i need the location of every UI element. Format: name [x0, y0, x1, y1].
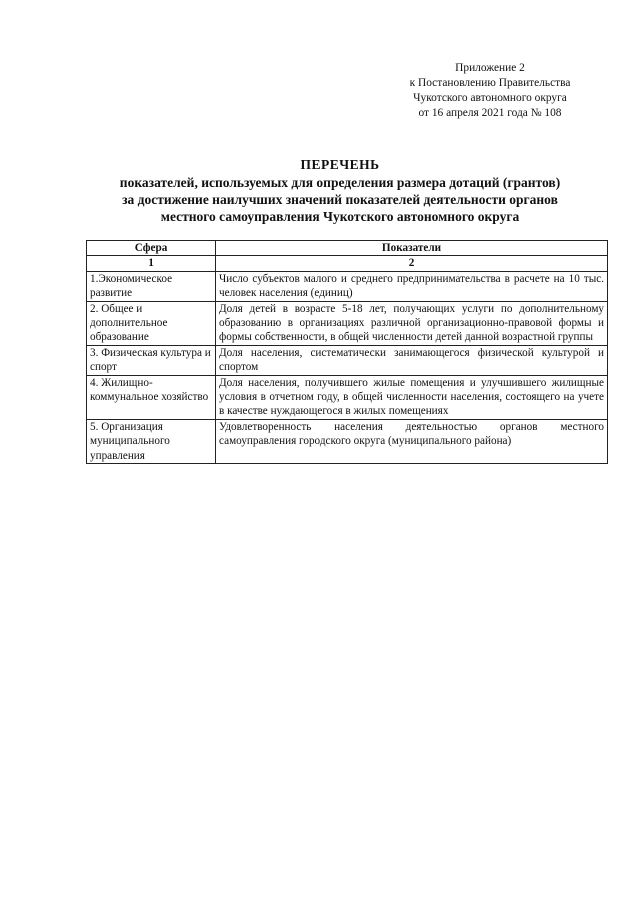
appendix-line-4: от 16 апреля 2021 года № 108 [418, 107, 562, 119]
table-row [87, 301, 608, 345]
title-sub-line-3: местного самоуправления Чукотского автономного округа [160, 209, 520, 224]
appendix-line-2: к Постановлению Правительства [409, 77, 571, 89]
appendix-line-3: Чукотского автономного округа [413, 92, 567, 104]
indicator-cell: Доля населения, систематически занимающегося физической культурой и спортом [216, 345, 608, 375]
title-sub-line-2: за достижение наилучших значений показателей деятельности органов [122, 192, 558, 207]
table-row [87, 375, 608, 419]
table-column-number-row [87, 256, 608, 271]
table-header-row [87, 241, 608, 256]
header-sphere: Сфера [87, 241, 216, 256]
indicator-cell: Доля детей в возрасте 5-18 лет, получающих услуги по дополнительному образованию в организациях различной организационно-правовой формы и формы собственности, в общей численности детей данной возрастной группы [216, 301, 608, 345]
table-row [87, 345, 608, 375]
column-number-1: 1 [87, 256, 216, 271]
indicator-cell: Доля населения, получившего жилые помещения и улучшившего жилищные условия в отчетном году, в общей численности населения, состоящего на учете в качестве нуждающегося в жилых помещениях [216, 375, 608, 419]
title-main: ПЕРЕЧЕНЬ [300, 157, 380, 172]
appendix-line-1: Приложение 2 [455, 62, 525, 74]
appendix-note [365, 61, 615, 121]
table-row [87, 271, 608, 301]
header-indicators: Показатели [216, 241, 608, 256]
indicator-cell: Число субъектов малого и среднего предпринимательства в расчете на 10 тыс. человек населения (единиц) [216, 271, 608, 301]
title-sub-line-1: показателей, используемых для определения размера дотаций (грантов) [119, 175, 561, 190]
document-title [60, 156, 620, 225]
indicators-table [86, 240, 608, 464]
sphere-cell: 3. Физическая культура и спорт [87, 345, 216, 375]
column-number-2: 2 [216, 256, 608, 271]
sphere-cell: 5. Организация муниципального управления [87, 419, 216, 463]
indicator-cell: Удовлетворенность населения деятельностью органов местного самоуправления городского округа (муниципального района) [216, 419, 608, 463]
sphere-cell: 4. Жилищно-коммунальное хозяйство [87, 375, 216, 419]
sphere-cell: 1.Экономическое развитие [87, 271, 216, 301]
table-row [87, 419, 608, 463]
sphere-cell: 2. Общее и дополнительное образование [87, 301, 216, 345]
